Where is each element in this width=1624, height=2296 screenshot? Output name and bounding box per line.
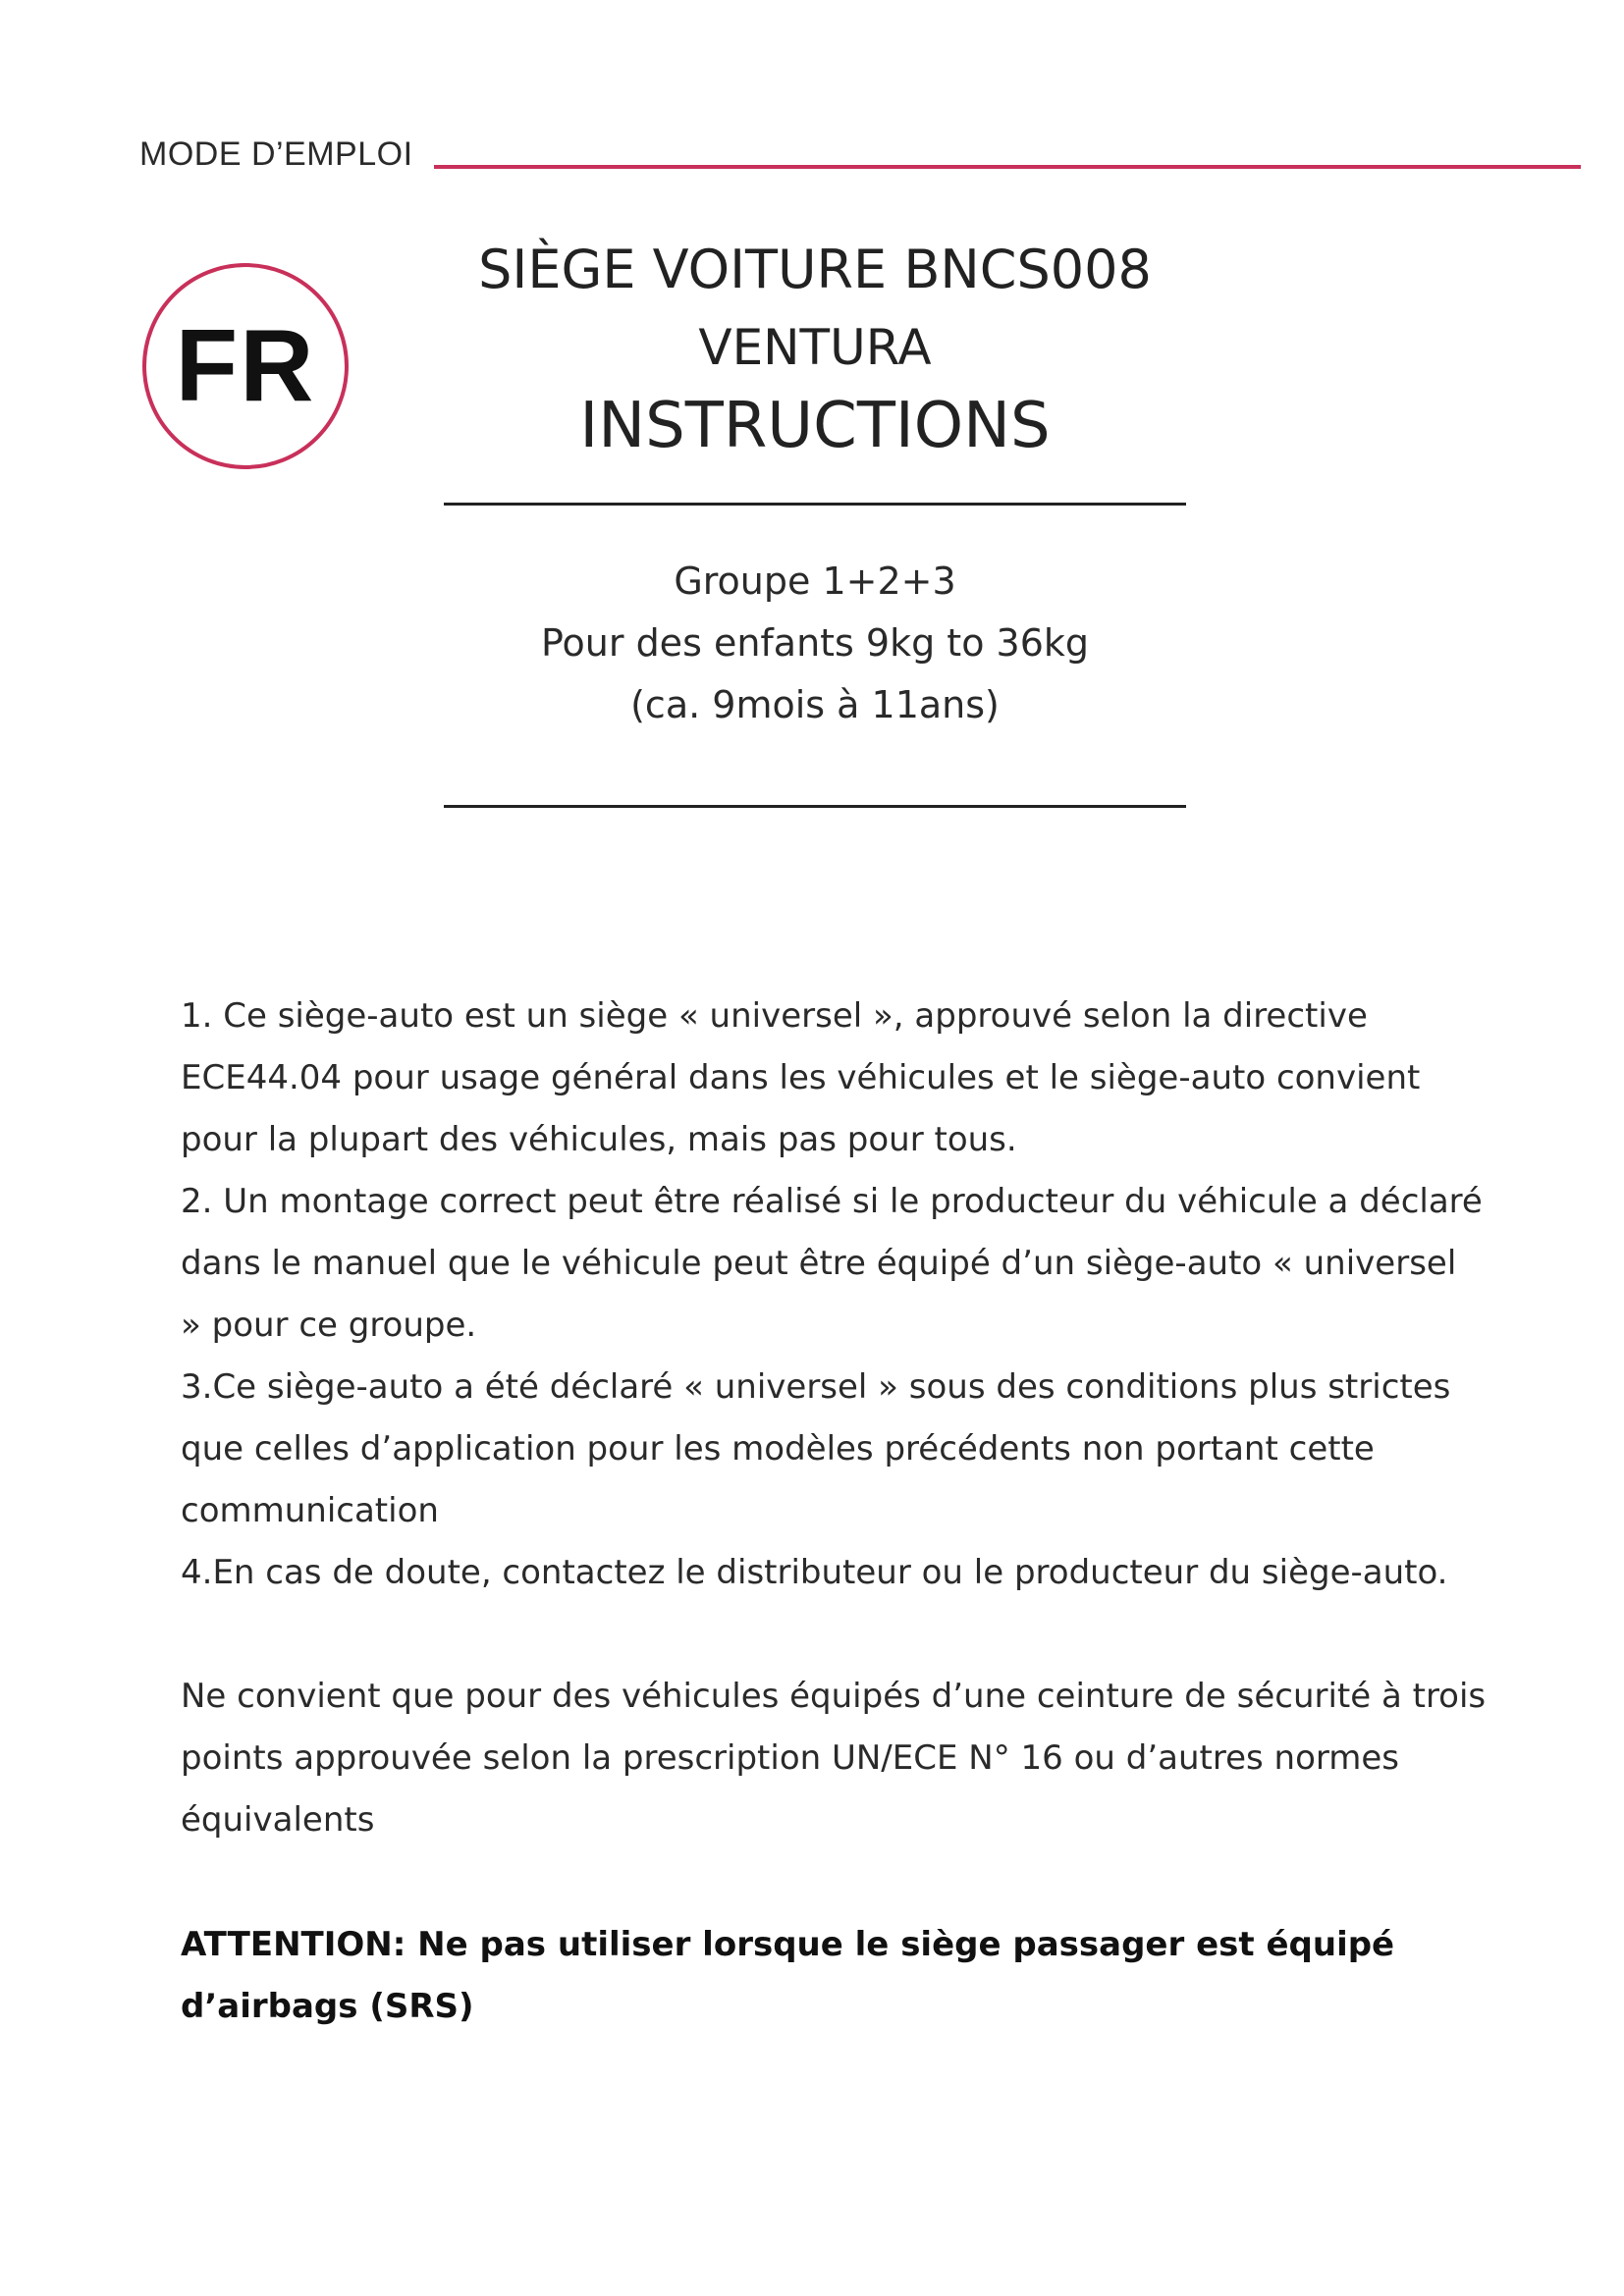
document-title: INSTRUCTIONS bbox=[579, 390, 1051, 462]
instruction-list bbox=[181, 986, 1487, 1604]
title-divider-bottom bbox=[444, 805, 1186, 808]
language-badge bbox=[142, 263, 349, 469]
product-model: VENTURA bbox=[698, 319, 932, 376]
conditions-text: Ne convient que pour des véhicules équipés d’une ceinture de sécurité à trois points approuvée selon la prescription UN/ECE N° 16 ou d’autres normes équivalents bbox=[181, 1677, 1487, 1840]
title-divider-top bbox=[444, 503, 1186, 506]
conditions-paragraph bbox=[181, 1666, 1487, 1851]
language-code: FR bbox=[175, 309, 316, 423]
product-title: SIÈGE VOITURE BNCS008 bbox=[478, 239, 1152, 300]
header-rule bbox=[434, 165, 1581, 169]
header-label: MODE D’EMPLOI bbox=[139, 135, 413, 173]
age-range: (ca. 9mois à 11ans) bbox=[630, 683, 1000, 726]
warning-text: ATTENTION: Ne pas utiliser lorsque le siège passager est équipé d’airbags (SRS) bbox=[181, 1925, 1395, 2026]
instruction-item-1: 1. Ce siège-auto est un siège « universel », approuvé selon la directive ECE44.04 pour usage général dans les véhicules et le siège-auto convient pour la plupart des véhicules, mais pas pour tous. bbox=[181, 996, 1421, 1159]
weight-range: Pour des enfants 9kg to 36kg bbox=[540, 621, 1090, 665]
group-label: Groupe 1+2+3 bbox=[674, 560, 956, 603]
instruction-item-4: 4.En cas de doute, contactez le distributeur ou le producteur du siège-auto. bbox=[181, 1553, 1448, 1592]
instruction-item-3: 3.Ce siège-auto a été déclaré « universel » sous des conditions plus strictes que celles d’application pour les modèles précédents non portant cette communication bbox=[181, 1367, 1451, 1530]
instruction-item-2: 2. Un montage correct peut être réalisé si le producteur du véhicule a déclaré dans le manuel que le véhicule peut être équipé d’un siège-auto « universel » pour ce groupe. bbox=[181, 1182, 1483, 1345]
warning-paragraph bbox=[181, 1914, 1487, 2038]
